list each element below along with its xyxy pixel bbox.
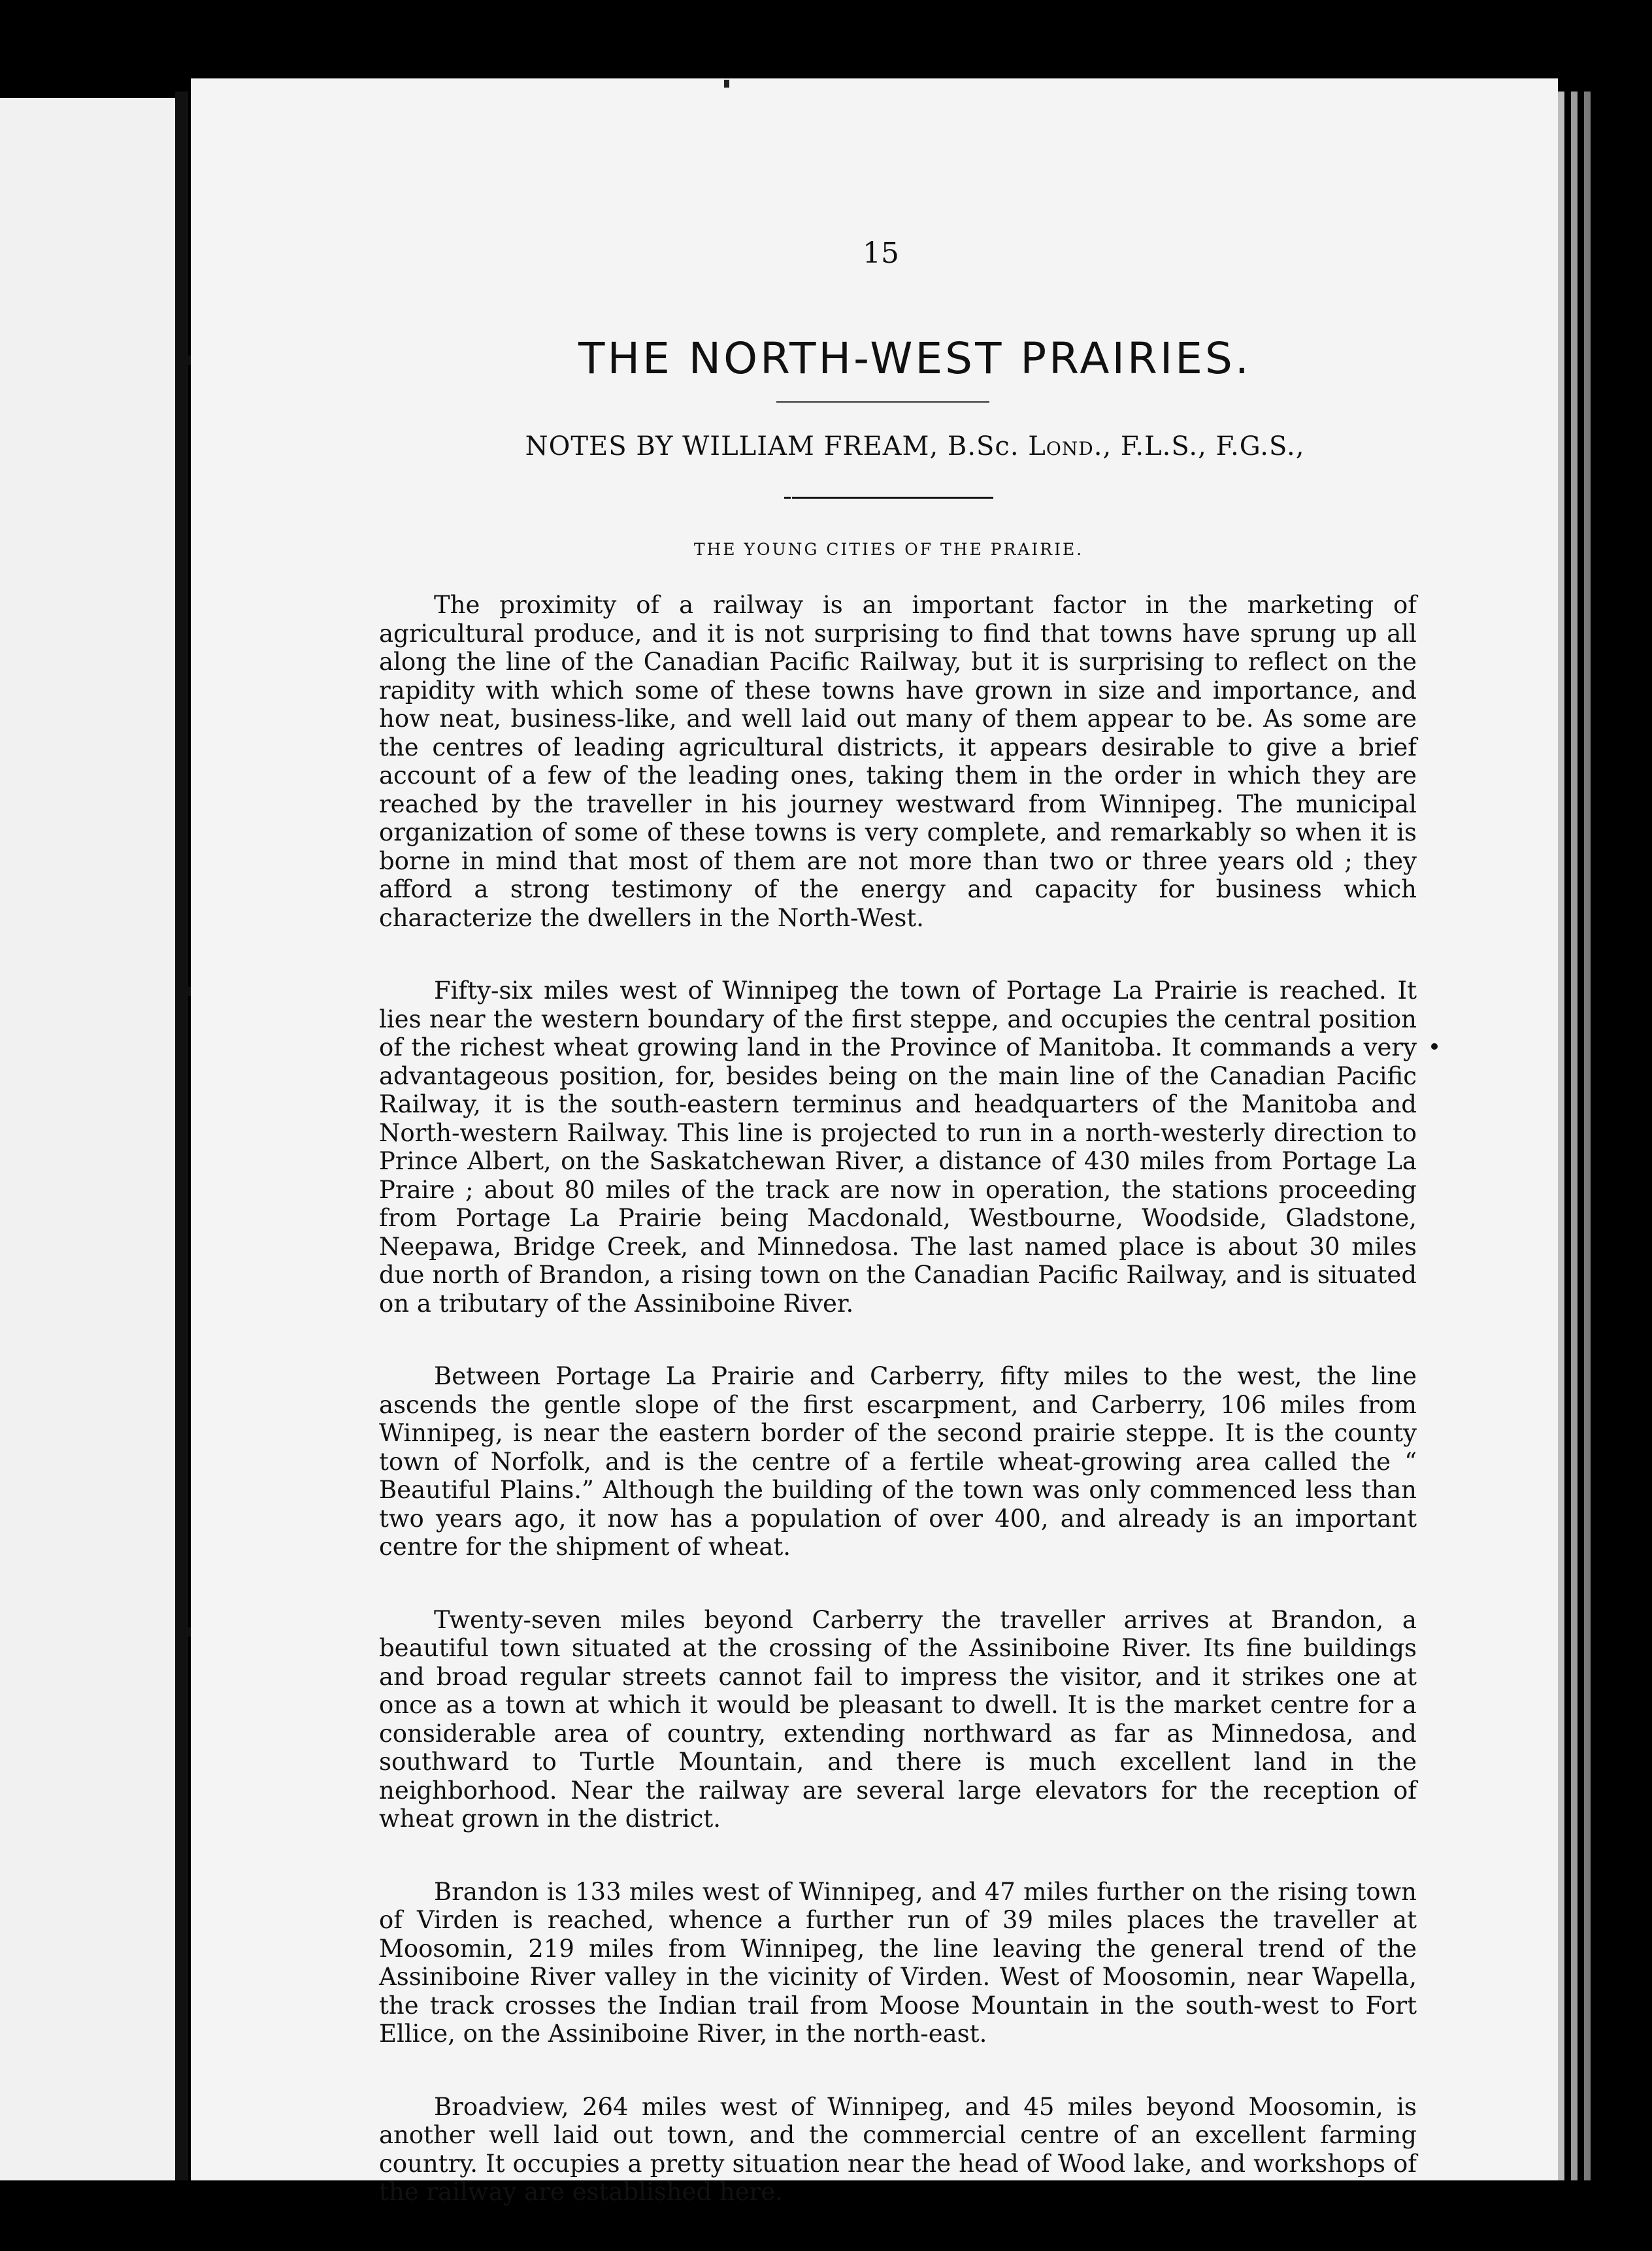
byline-credentials: , F.L.S., F.G.S., [1102,431,1305,461]
body-text [379,591,1417,2251]
binding-spine [175,92,188,2180]
paragraph: The proximity of a railway is an important factor in the marketing of agricultural produce, and it is not surprising to find that towns have sprung up all along the line of the Canadian Pacific Railway, but it is surprising to reflect on the rapidity with which some of these towns have grown in size and importance, and how neat, business-like, and well laid out many of them appear to be. As some are the centres of leading agricultural districts, it appears desirable to give a brief account of a few of the leading ones, taking them in the order in which they are reached by the traveller in his journey westward from Winnipeg. The municipal organization of some of these towns is very complete, and remarkably so when it is borne in mind that most of them are not more than two or three years old ; they afford a strong testimony of the energy and capacity for business which characterize the dwellers in the North-West. [379,591,1417,932]
paragraph: Broadview, 264 miles west of Winnipeg, and 45 miles beyond Moosomin, is another well laid out town, and the commercial centre of an excellent farming country. It occupies a pretty situation near the head of Wood lake, and workshops of the railway are established here. [379,2092,1417,2206]
ink-speck [1431,1043,1438,1050]
byline-notes: NOTES BY WILLIAM FREAM, B.Sc. [525,431,1029,461]
facing-page-edge [0,98,175,2180]
paragraph: Fifty-six miles west of Winnipeg the town of Portage La Prairie is reached. It lies near the western boundary of the first steppe, and occupies the central position of the richest wheat growing land in the Province of Manitoba. It commands a very advantageous position, for, besides being on the main line of the Canadian Pacific Railway, it is the south-eastern terminus and headquarters of the Manitoba and North-western Railway. This line is projected to run in a north-westerly direction to Prince Albert, on the Saskatchewan River, a distance of 430 miles from Portage La Praire ; about 80 miles of the track are now in operation, the stations proceeding from Portage La Prairie being Macdonald, Westbourne, Woodside, Gladstone, Neepawa, Bridge Creek, and Minnedosa. The last named place is about 30 miles due north of Brandon, a rising town on the Canadian Pacific Railway, and is situated on a tributary of the Assiniboine River. [379,976,1417,1318]
byline-lond: Lond. [1028,431,1103,461]
paragraph: Between Portage La Prairie and Carberry, fifty miles to the west, the line ascends the gentle slope of the first escarpment, and Carberry, 106 miles from Winnipeg, is near the eastern border of the second prairie steppe. It is the county town of Norfolk, and is the centre of a fertile wheat-growing area called the “ Beautiful Plains.” Although the building of the town was only commenced less than two years ago, it now has a population of over 400, and already is an important centre for the shipment of wheat. [379,1362,1417,1561]
page-stack-edge [1571,92,1578,2180]
paragraph: Twenty-seven miles beyond Carberry the traveller arrives at Brandon, a beautiful town situated at the crossing of the Assiniboine River. Its fine buildings and broad regular streets cannot fail to impress the visitor, and it strikes one at once as a town at which it would be pleasant to dwell. It is the market centre for a considerable area of country, extending northward as far as Minnedosa, and southward to Turtle Mountain, and there is much excellent land in the neighborhood. Near the railway are several large elevators for the reception of wheat grown in the district. [379,1605,1417,1833]
author-byline [457,431,1372,461]
ornamental-rule [792,497,993,499]
page-stack-edge [1584,92,1591,2180]
ink-speck [724,80,729,88]
page-stack-edge [1558,92,1564,2180]
page-title: THE NORTH-WEST PRAIRIES. [578,333,1251,384]
title-rule [776,401,989,403]
paragraph: Brandon is 133 miles west of Winnipeg, and 47 miles further on the rising town of Virden is reached, whence a further run of 39 miles places the traveller at Moosomin, 219 miles from Winnipeg, the line leaving the general trend of the Assiniboine River valley in the vicinity of Virden. West of Moosomin, near Wapella, the track crosses the Indian trail from Moose Mountain in the south-west to Fort Ellice, on the Assiniboine River, in the north-east. [379,1877,1417,2048]
page-number: 15 [863,237,899,270]
section-heading: THE YOUNG CITIES OF THE PRAIRIE. [693,540,1084,559]
